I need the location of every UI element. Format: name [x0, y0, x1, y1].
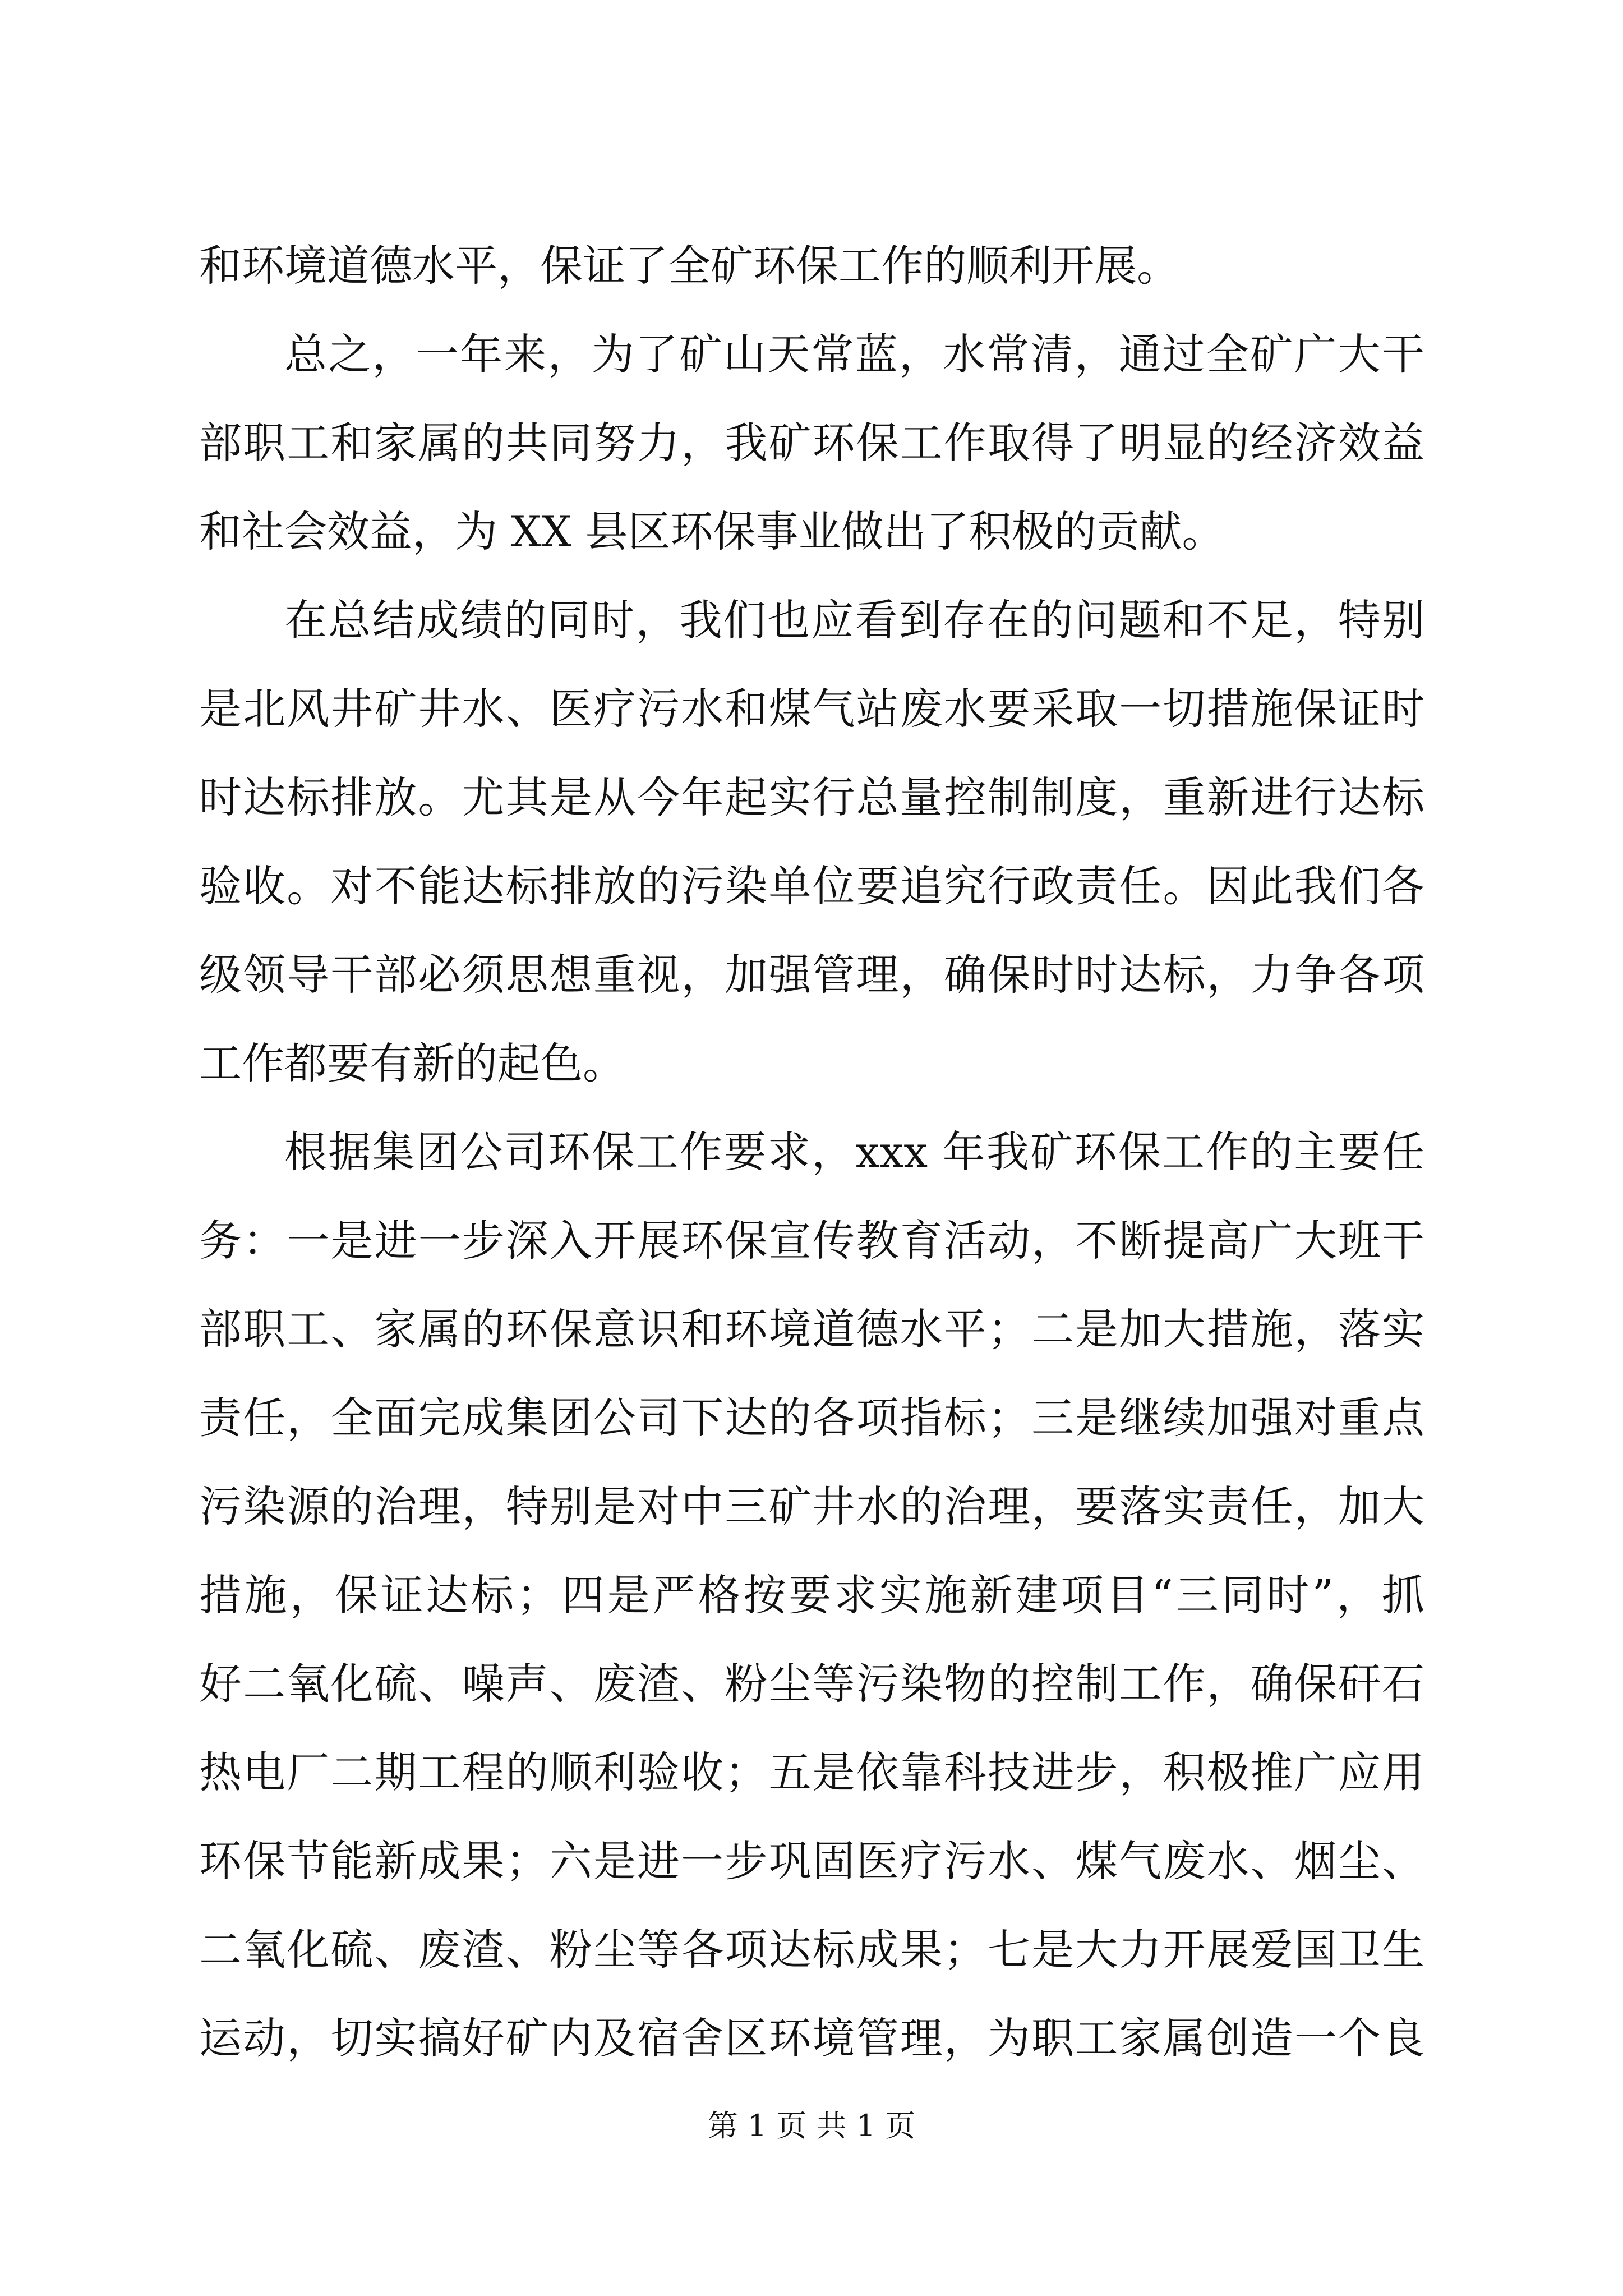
text-line: 级领导干部必须思想重视，加强管理，确保时时达标，力争各项 [199, 950, 1424, 1000]
text-line: 务：一是进一步深入开展环保宣传教育活动，不断提高广大班干 [199, 1216, 1424, 1266]
text-line: 环保节能新成果；六是进一步巩固医疗污水、煤气废水、烟尘、 [199, 1836, 1424, 1886]
text-line: 污染源的治理，特别是对中三矿井水的治理，要落实责任，加大 [199, 1481, 1424, 1531]
text-line: 措施，保证达标；四是严格按要求实施新建项目“三同时”，抓 [199, 1570, 1424, 1620]
text-line: 部职工和家属的共同努力，我矿环保工作取得了明显的经济效益 [199, 418, 1424, 468]
text-line: 责任，全面完成集团公司下达的各项指标；三是继续加强对重点 [199, 1393, 1424, 1443]
text-line: 热电厂二期工程的顺利验收；五是依靠科技进步，积极推广应用 [199, 1747, 1424, 1797]
text-line: 好二氧化硫、噪声、废渣、粉尘等污染物的控制工作，确保矸石 [199, 1659, 1424, 1709]
text-line: 时达标排放。尤其是从今年起实行总量控制制度，重新进行达标 [199, 772, 1424, 822]
text-line: 是北风井矿井水、医疗污水和煤气站废水要采取一切措施保证时 [199, 684, 1424, 734]
paragraph-first-line: 根据集团公司环保工作要求，xxx 年我矿环保工作的主要任 [284, 1127, 1424, 1177]
document-body [199, 222, 1424, 2083]
text-line: 和环境道德水平，保证了全矿环保工作的顺利开展。 [199, 241, 1179, 291]
text-line: 部职工、家属的环保意识和环境道德水平；二是加大措施，落实 [199, 1304, 1424, 1354]
text-line: 验收。对不能达标排放的污染单位要追究行政责任。因此我们各 [199, 861, 1424, 911]
paragraph-first-line: 在总结成绩的同时，我们也应看到存在的问题和不足，特别 [284, 595, 1424, 645]
text-line: 和社会效益，为 XX 县区环保事业做出了积极的贡献。 [199, 507, 1225, 556]
text-line: 运动，切实搞好矿内及宿舍区环境管理，为职工家属创造一个良 [199, 2013, 1424, 2063]
text-line: 工作都要有新的起色。 [199, 1038, 625, 1088]
paragraph-first-line: 总之，一年来，为了矿山天常蓝，水常清，通过全矿广大干 [284, 329, 1424, 379]
text-line: 二氧化硫、废渣、粉尘等各项达标成果；七是大力开展爱国卫生 [199, 1925, 1424, 1975]
page-number-footer: 第 1 页 共 1 页 [707, 2108, 916, 2143]
